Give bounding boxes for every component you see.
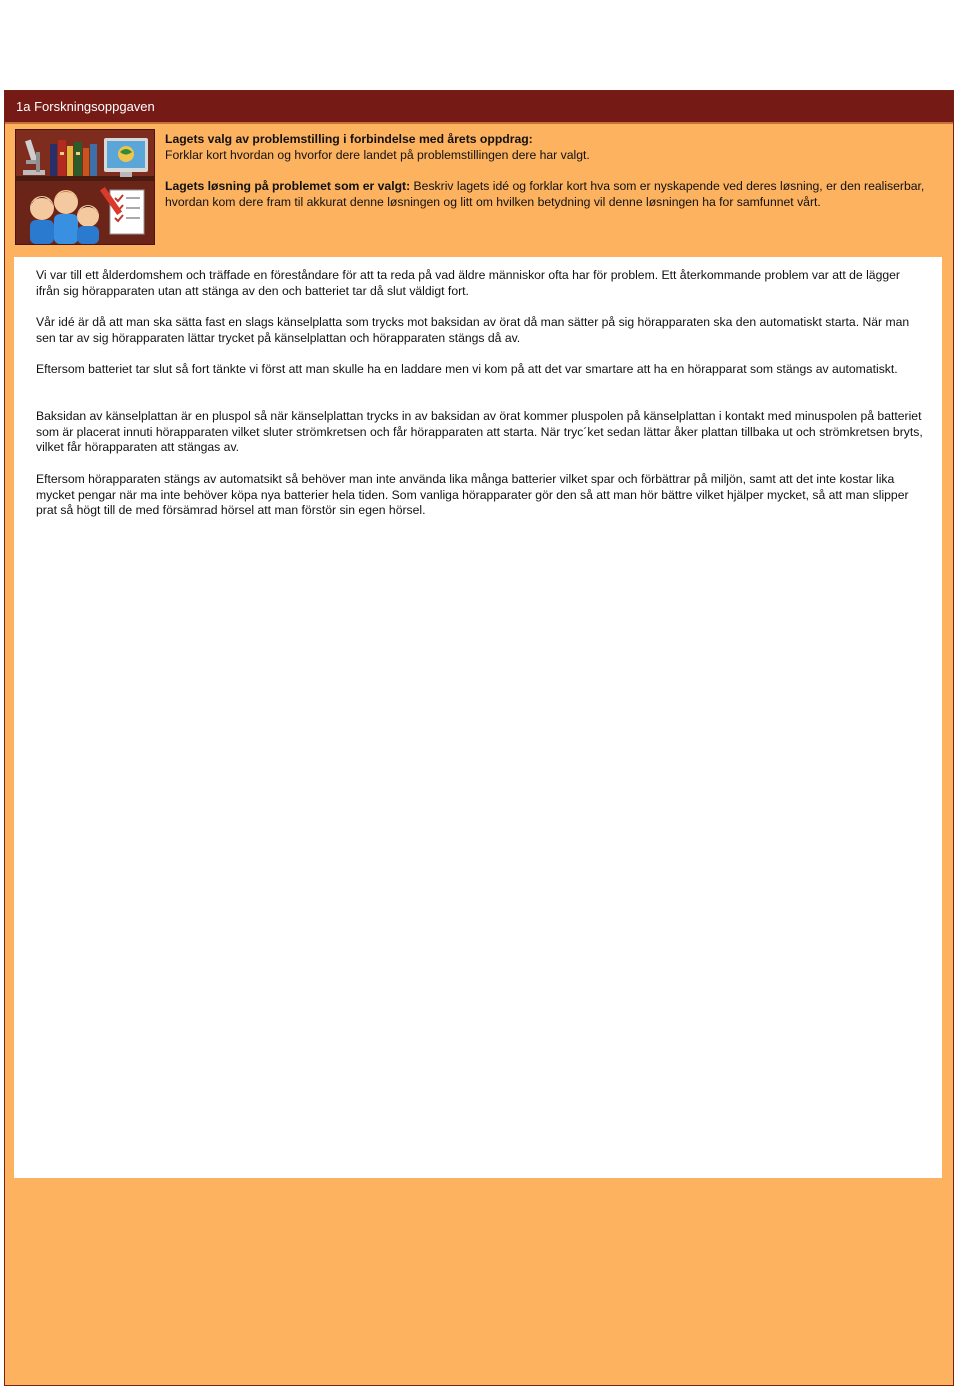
section-title: 1a Forskningsoppgaven — [16, 99, 155, 114]
computer-monitor-icon — [104, 138, 148, 177]
research-illustration — [15, 129, 155, 245]
question-2-text: Beskriv lagets idé og forklar kort hva som er nyskapende ved deres løsning, er den realiserbar, hvordan kom dere fram til akkurat denne løsningen og litt om hvilken betydning vil denne løsningen ha for samfunnet vårt. — [165, 179, 925, 209]
question-1-text: Forklar kort hvordan og hvorfor dere landet på problemstillingen dere har valgt. — [165, 147, 590, 162]
answer-text-area[interactable] — [14, 257, 942, 1178]
answer-paragraph: Vi var till ett ålderdomshem och träffade en föreståndare för att ta reda på vad äldre människor ofta har för problem. Ett återkommande problem var att de lägger ifrån sig hörapparaten utan att stänga av den och batteriet tar då slut väldigt fort. — [36, 268, 900, 298]
assignment-prompt — [165, 132, 945, 210]
answer-paragraph: Vår idé är då att man ska sätta fast en slags känselplatta som trycks mot baksidan av örat då man sätter på sig hörapparaten ska den automatiskt starta. När man sen tar av sig hörapparaten lättar trycket på känselplattan och hörapparaten stängs då av. — [36, 315, 910, 345]
section-header — [5, 91, 953, 124]
question-2 — [165, 179, 945, 210]
answer-paragraph: Eftersom batteriet tar slut så fort tänkte vi först att man skulle ha en laddare men vi kom på att det var smartare att ha en hörapparat som stängs av automatiskt. — [36, 362, 898, 376]
illustration-svg — [16, 130, 154, 244]
question-1-heading: Lagets valg av problemstilling i forbindelse med årets oppdrag: — [165, 132, 533, 146]
question-1 — [165, 132, 945, 163]
section-frame — [4, 90, 954, 1386]
answer-paragraph: Baksidan av känselplattan är en pluspol så när känselplattan trycks in av baksidan av örat kommer pluspolen på känselplattan i kontakt med minuspolen på batteriet som är placerat innuti hörapparaten vilket sluter strömkretsen och får hörapparaten att starta. När tryc´ket sedan lättar åker plattan tillbaka ut och strömkretsen bryts, vilket får hörapparaten att stängas av. — [36, 409, 923, 454]
question-2-heading: Lagets løsning på problemet som er valgt: — [165, 179, 411, 193]
answer-paragraph: Eftersom hörapparaten stängs av automatsikt så behöver man inte använda lika många batterier vilket spar och förbättrar på miljön, samt att det inte kostar lika mycket pengar när ma inte behöver köpa nya batterier hela tiden. Som vanliga hörapparater gör den så att man hör bättre vilket hjälper mycket, så att man slipper prat så högt till de med försämrad hörsel att man förstör sin egen hörsel. — [36, 472, 909, 517]
